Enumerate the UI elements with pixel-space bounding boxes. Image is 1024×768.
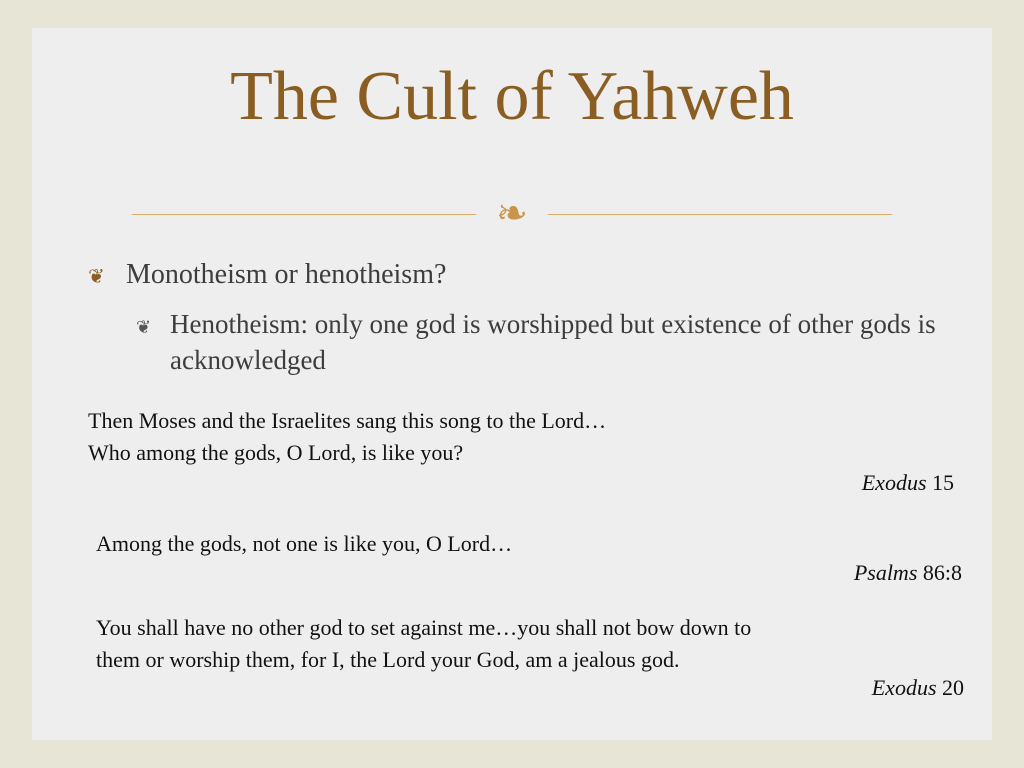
quote-line: Then Moses and the Israelites sang this song to the Lord…	[88, 408, 607, 433]
reference-number: 20	[942, 675, 964, 700]
quote-3	[96, 612, 751, 676]
quote-reference-3	[872, 672, 964, 704]
bullet-text: Monotheism or henotheism?	[126, 259, 447, 290]
ornament-icon: ❧	[496, 191, 528, 235]
reference-number: 15	[932, 470, 954, 495]
divider-line-right	[548, 214, 892, 215]
reference-book: Exodus	[861, 470, 927, 495]
bullet-level-1	[88, 258, 446, 293]
divider-line-left	[132, 214, 476, 215]
bullet-text: Henotheism: only one god is worshipped but existence of other gods is acknowledged	[170, 309, 936, 375]
quote-line: Who among the gods, O Lord, is like you?	[88, 440, 464, 465]
reference-number: 86:8	[922, 560, 962, 585]
quote-line: You shall have no other god to set against me…you shall not bow down to	[96, 615, 752, 640]
quote-reference-2	[854, 557, 962, 589]
reference-book: Psalms	[853, 560, 918, 585]
curled-leaf-icon: ❦	[88, 264, 105, 288]
quote-line: them or worship them, for I, the Lord your God, am a jealous god.	[96, 647, 680, 672]
reference-book: Exodus	[871, 675, 937, 700]
quote-2	[96, 528, 512, 560]
slide-title: The Cult of Yahweh	[230, 58, 794, 135]
quote-reference-1	[862, 467, 954, 499]
quote-1	[88, 405, 606, 469]
bullet-level-2	[136, 306, 970, 378]
title-divider	[132, 193, 892, 233]
curled-leaf-icon: ❦	[136, 317, 152, 338]
quote-line: Among the gods, not one is like you, O Lord…	[96, 531, 513, 556]
